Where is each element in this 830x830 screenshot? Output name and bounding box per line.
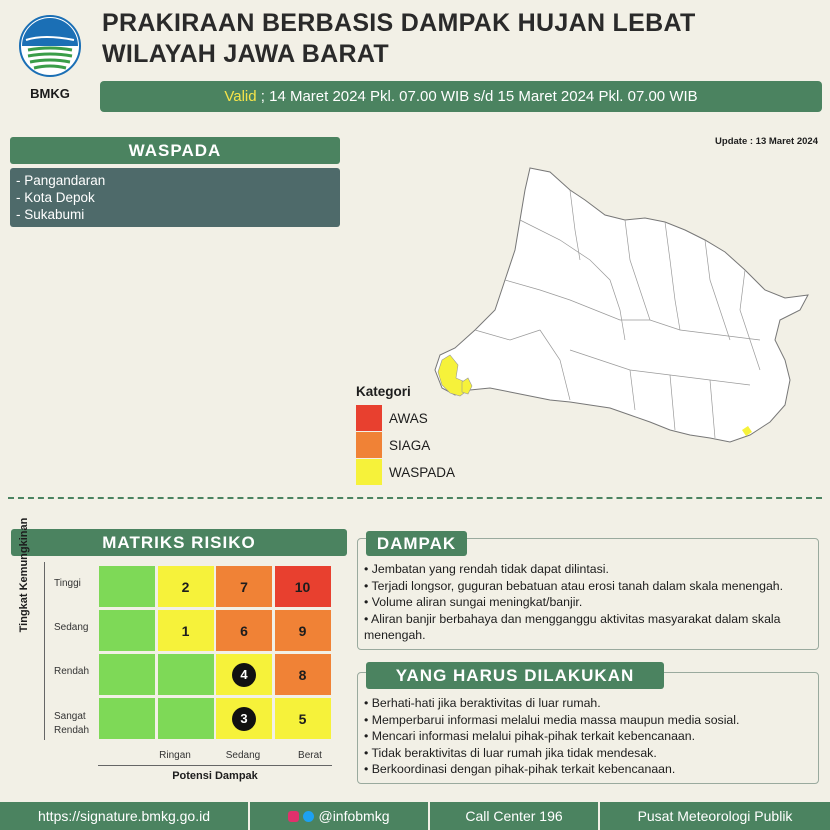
header: [0, 0, 830, 118]
highlighted-risk-marker: 3: [232, 707, 256, 731]
legend-item-awas: [356, 405, 455, 431]
valid-period-text: ; 14 Maret 2024 Pkl. 07.00 WIB s/d 15 Maret 2024 Pkl. 07.00 WIB: [256, 88, 698, 105]
update-date: Update : 13 Maret 2024: [715, 136, 818, 147]
matrix-cell: [98, 697, 156, 740]
matrix-value: 2: [181, 578, 190, 595]
matrix-cell: [215, 609, 273, 652]
matrix-cell: [274, 697, 332, 740]
harus-title: YANG HARUS DILAKUKAN: [366, 662, 664, 689]
list-item: • Volume aliran sungai meningkat/banjir.: [364, 595, 583, 609]
instagram-icon: [288, 811, 299, 822]
waspada-region-list: [10, 168, 340, 227]
title-line-2: WILAYAH JAWA BARAT: [102, 40, 389, 68]
list-item: - Sukabumi: [16, 207, 85, 222]
matrix-value: 10: [294, 578, 311, 595]
west-java-map: [420, 160, 820, 460]
divider: [8, 497, 822, 499]
logo-text: BMKG: [30, 86, 70, 101]
list-item: • Terjadi longsor, guguran bebatuan atau erosi tanah dalam skala menengah.: [364, 578, 784, 593]
highlighted-risk-marker: 4: [232, 663, 256, 687]
legend-item-siaga: [356, 432, 455, 458]
dampak-list: [364, 561, 814, 644]
social-handle[interactable]: [250, 802, 430, 830]
legend-swatch: [356, 432, 382, 458]
twitter-icon: [303, 811, 314, 822]
legend-title: Kategori: [356, 384, 411, 399]
col-label: Sedang: [225, 750, 261, 761]
matrix-cell: [274, 565, 332, 608]
title-line-1: PRAKIRAAN BERBASIS DAMPAK HUJAN LEBAT: [102, 9, 696, 37]
list-item: • Tidak beraktivitas di luar rumah jika tidak mendesak.: [364, 745, 657, 760]
list-item: - Pangandaran: [16, 173, 106, 188]
list-item: • Mencari informasi melalui pihak-pihak terkait kebencanaan.: [364, 729, 696, 743]
call-center: Call Center 196: [430, 802, 600, 830]
list-item: • Berkoordinasi dengan pihak-pihak terkait kebencanaan.: [364, 762, 676, 776]
matrix-value: 6: [240, 622, 248, 639]
valid-label: Valid: [224, 88, 257, 105]
legend-label: AWAS: [389, 410, 428, 426]
legend-swatch: [356, 459, 382, 485]
col-label: Berat: [298, 750, 322, 761]
matrix-cell: [157, 653, 215, 696]
list-item: • Memperbarui informasi melalui media massa maupun media sosial.: [364, 712, 740, 727]
organization-name: Pusat Meteorologi Publik: [637, 808, 793, 824]
matrix-cell: [157, 609, 215, 652]
legend-swatch: [356, 405, 382, 431]
col-label: Ringan: [159, 750, 191, 761]
legend: [356, 384, 455, 486]
social-text: @infobmkg: [318, 808, 390, 824]
bmkg-logo: [14, 14, 86, 106]
list-item: - Kota Depok: [16, 190, 95, 205]
row-label-sangat-rendah: [54, 710, 89, 738]
y-axis-line: [44, 562, 45, 740]
matrix-cell: [215, 565, 273, 608]
list-item: • Aliran banjir berbahaya dan mengganggu aktivitas masyarakat dalam skala menengah.: [364, 611, 781, 642]
waspada-title: WASPADA: [10, 137, 340, 164]
matrix-cell: [215, 653, 273, 696]
matrix-value: 1: [181, 622, 190, 639]
matrix-value: 8: [298, 666, 307, 683]
matrix-cell: [157, 697, 215, 740]
row-label: Sedang: [54, 622, 89, 633]
matrix-cell: [215, 697, 273, 740]
matrix-value: 7: [240, 578, 248, 595]
page-title: [102, 8, 696, 70]
matrix-value: 5: [298, 710, 307, 727]
valid-period-bar: [100, 81, 822, 112]
x-axis-label: Potensi Dampak: [172, 770, 258, 782]
y-axis-label: Tingkat Kemungkinan: [18, 517, 30, 633]
matrix-cell: [98, 653, 156, 696]
row-label-line: Sangat: [54, 711, 86, 722]
list-item: • Berhati-hati jika beraktivitas di luar rumah.: [364, 696, 601, 710]
legend-label: WASPADA: [389, 464, 456, 480]
website-link[interactable]: https://signature.bmkg.go.id: [0, 802, 250, 830]
matrix-cell: [274, 609, 332, 652]
legend-label: SIAGA: [389, 437, 431, 453]
x-axis-line: [98, 765, 332, 766]
list-item: • Jembatan yang rendah tidak dapat dilintasi.: [364, 562, 609, 576]
matrix-title: MATRIKS RISIKO: [11, 529, 347, 556]
matrix-cell: [274, 653, 332, 696]
matrix-cell: [157, 565, 215, 608]
matrix-cell: [98, 609, 156, 652]
harus-list: [364, 695, 814, 778]
matrix-cell: [98, 565, 156, 608]
row-label: Tinggi: [54, 578, 81, 589]
legend-item-waspada: [356, 459, 455, 485]
footer: [0, 802, 830, 830]
row-label-line: Rendah: [54, 725, 90, 736]
dampak-title: DAMPAK: [366, 531, 467, 556]
matrix-value: 9: [298, 622, 307, 639]
row-label: Rendah: [54, 666, 90, 677]
